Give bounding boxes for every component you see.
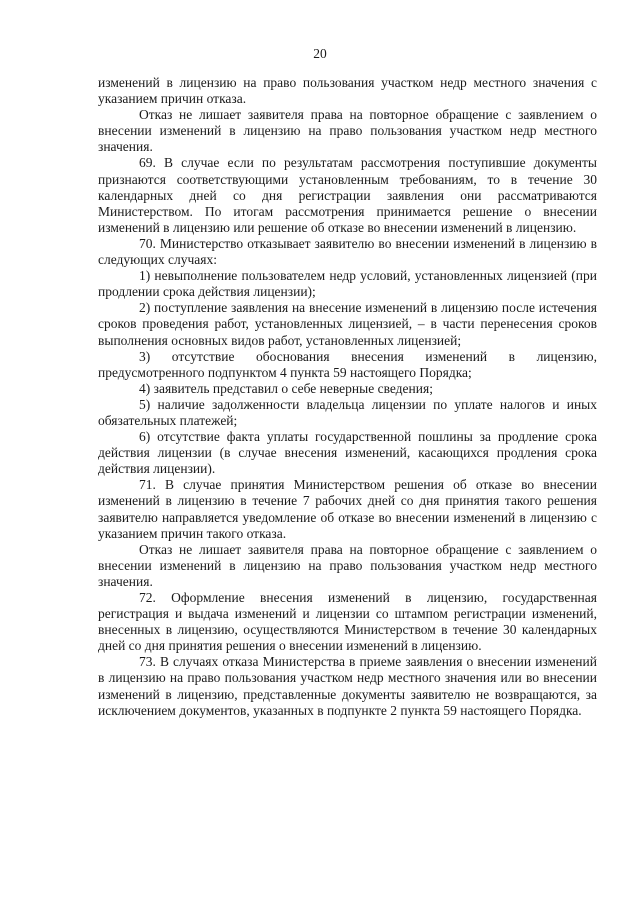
paragraph-70: 70. Министерство отказывает заявителю во внесении изменений в лицензию в следующих случаях: [98, 235, 597, 268]
list-item-70-1: 1) невыполнение пользователем недр условий, установленных лицензией (при продлении срока действия лицензии); [98, 268, 597, 300]
document-body [98, 75, 597, 719]
paragraph-71: 71. В случае принятия Министерством решения об отказе во внесении изменений в лицензию в течение 7 рабочих дней со дня принятия такого решения заявителю направляется уведомление об отказе во внесении изменений в лицензию с указанием причин такого отказа. [98, 477, 597, 541]
list-item-70-4: 4) заявитель представил о себе неверные сведения; [139, 380, 433, 396]
paragraph-73: 73. В случаях отказа Министерства в приеме заявления о внесении изменений в лицензию на право пользования участком недр местного значения или во внесении изменений в лицензию, представленные документы заявителю не возвращаются, за исключением документов, указанных в подпункте 2 пункта 59 настоящего Порядка. [98, 654, 597, 718]
paragraph-72: 72. Оформление внесения изменений в лицензию, государственная регистрация и выдача изменений и лицензии со штампом регистрации изменений, внесенных в лицензию, осуществляются Министерством в течение 30 календарных дней со дня принятия решения о внесении изменений в лицензию. [98, 590, 597, 654]
list-item-70-5: 5) наличие задолженности владельца лицензии по уплате налогов и иных обязательных платежей; [98, 396, 597, 428]
paragraph-refusal-note-2: Отказ не лишает заявителя права на повторное обращение с заявлением о внесении изменений в лицензию на право пользования участком недр местного значения. [98, 541, 597, 589]
paragraph-69: 69. В случае если по результатам рассмотрения поступившие документы признаются соответствующими установленным требованиям, то в течение 30 календарных дней со дня регистрации заявления они рассматриваются Министерством. По итогам рассмотрения принимается решение о внесении изменений в лицензию или решение об отказе во внесении изменений в лицензию. [98, 155, 597, 235]
list-item-70-3: 3) отсутствие обоснования внесения изменений в лицензию, предусмотренного подпунктом 4 пункта 59 настоящего Порядка; [98, 348, 597, 380]
list-item-70-2: 2) поступление заявления на внесение изменений в лицензию после истечения сроков проведения работ, установленных лицензией, – в части перенесения сроков выполнения основных видов работ, установленных лицензией; [98, 300, 597, 348]
page-number: 20 [313, 46, 327, 61]
paragraph-refusal-note: Отказ не лишает заявителя права на повторное обращение с заявлением о внесении изменений в лицензию на право пользования участком недр местного значения. [98, 107, 597, 155]
paragraph-continuation: изменений в лицензию на право пользования участком недр местного значения с указанием причин отказа. [98, 75, 597, 107]
list-item-70-6: 6) отсутствие факта уплаты государственной пошлины за продление срока действия лицензии (в случае внесения изменений, касающихся продления срока действия лицензии). [98, 429, 597, 477]
